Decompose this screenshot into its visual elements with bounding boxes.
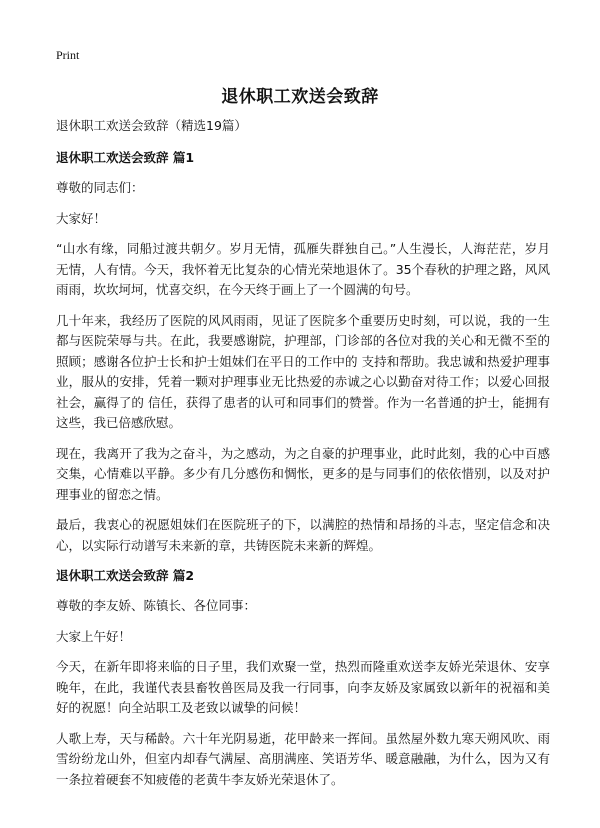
paragraph: “山水有缘，同船过渡共朝夕。岁月无情，孤雁失群独自己。”人生漫长，人海茫茫，岁月无情，人有情。今天，我怀着无比复杂的心情光荣地退休了。35个春秋的护理之路，风风雨雨，坎坎坷坷，忧喜交织，在今天终于画上了一个圆满的句号。 — [56, 241, 550, 297]
section-1 — [56, 148, 550, 556]
paragraph: 最后，我衷心的祝愿姐妹们在医院班子的下，以满腔的热情和昂扬的斗志，坚定信念和决心，以实际行动谱写未来新的章，共铸医院未来新的辉煌。 — [56, 517, 550, 553]
salutation: 尊敬的李友娇、陈镇长、各位同事： — [56, 598, 257, 613]
greeting: 大家上午好！ — [56, 628, 132, 644]
paragraph: 现在，我离开了我为之奋斗，为之感动，为之自豪的护理事业，此时此刻，我的心中百感交集，心情难以平静。多少有几分感伤和惆怅，更多的是与同事们的依依惜别，以及对护理事业的留恋之情。 — [56, 445, 550, 502]
document-body — [56, 116, 550, 800]
print-link[interactable]: Print — [56, 48, 80, 62]
paragraph: 几十年来，我经历了医院的风风雨雨，见证了医院多个重要历史时刻，可以说，我的一生都与医院荣辱与共。在此，我要感谢院，护理部，门诊部的各位对我的关心和无微不至的照顾；感谢各位护士长和护士姐妹们在平日的工作中的 支持和帮助。我忠诚和热爱护理事业，服从的安排，凭着一颗对护理事业无比热爱的赤诚之心以勤奋对待工作；以爱心回报社会，赢得了的 信任，获得了患者的认可和同事们的赞誉。作为一名普通的护士，能拥有这些，我已倍感欣慰。 — [56, 312, 550, 430]
greeting: 大家好！ — [56, 210, 107, 226]
page-title: 退休职工欢送会致辞 — [221, 87, 379, 107]
document-subtitle: 退休职工欢送会致辞（精选19篇） — [56, 118, 247, 133]
paragraph: 人歌上寿，天与稀龄。六十年光阴易逝，花甲龄来一挥间。虽然屋外数九寒天朔风吹、雨雪纷纷龙山外，但室内却春气满屋、高朋满座、笑语芳华、暖意融融，为什么，因为又有一条拉着硬套不知疲倦的老黄牛李友娇光荣退休了。 — [56, 730, 550, 787]
salutation: 尊敬的同志们： — [56, 180, 144, 195]
section-heading: 退休职工欢送会致辞 篇1 — [56, 150, 195, 165]
section-2 — [56, 566, 550, 790]
paragraph: 今天，在新年即将来临的日子里，我们欢聚一堂，热烈而隆重欢送李友娇光荣退休、安享晚年，在此，我谨代表县畜牧兽医局及我一行同事，向李友娇及家属致以新年的祝福和美好的祝愿！向全站职工及老致以诚挚的问候！ — [56, 659, 550, 715]
section-heading: 退休职工欢送会致辞 篇2 — [56, 568, 195, 583]
